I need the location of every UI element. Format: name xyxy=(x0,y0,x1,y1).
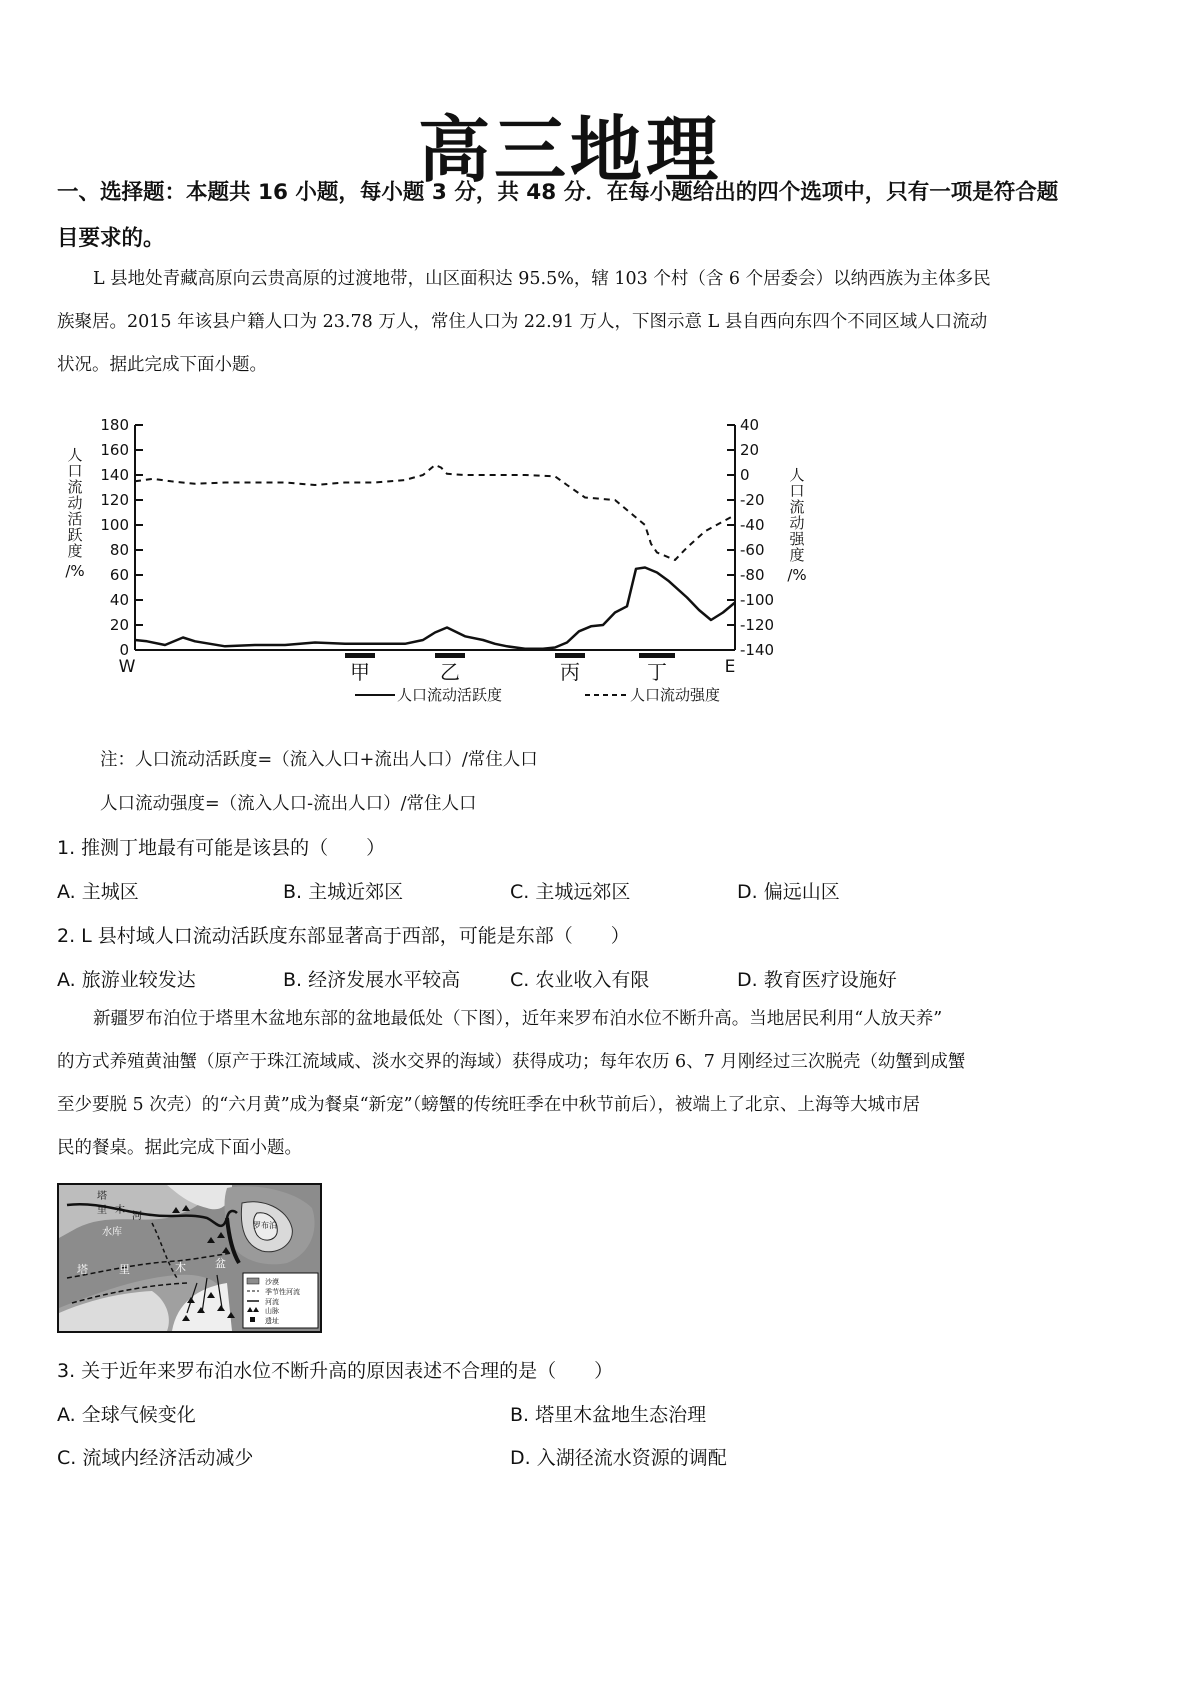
map-label-reservoir: 水库 xyxy=(102,1227,122,1238)
left-tick-label: 60 xyxy=(109,566,129,584)
right-axis-title: 度 xyxy=(789,546,805,564)
map-legend-label: 遗址 xyxy=(265,1317,279,1325)
right-axis-title: 口 xyxy=(789,482,805,500)
map-legend-label: 河流 xyxy=(265,1298,279,1306)
right-axis-title: 流 xyxy=(789,498,805,516)
region-label: 丙 xyxy=(560,660,580,684)
question-1-option-b[interactable]: B. 主城近郊区 xyxy=(283,881,404,903)
region-bar xyxy=(639,653,675,658)
passage-line: 民的餐桌。据此完成下面小题。 xyxy=(57,1138,302,1158)
left-axis-title: 人 xyxy=(67,446,83,464)
right-tick-label: -120 xyxy=(740,616,775,634)
question-2-option-b[interactable]: B. 经济发展水平较高 xyxy=(283,969,461,991)
region-bar xyxy=(555,653,585,658)
question-3-option-d[interactable]: D. 入湖径流水资源的调配 xyxy=(510,1447,727,1469)
map-label-basin: 盆 xyxy=(215,1257,226,1270)
right-tick-label: 0 xyxy=(740,466,750,484)
left-tick-label: 180 xyxy=(100,416,129,434)
population-flow-chart xyxy=(50,405,830,715)
note-line-2: 人口流动强度=（流入人口-流出人口）/常住人口 xyxy=(100,794,477,814)
left-tick-label: 160 xyxy=(100,441,129,459)
right-tick-label: -140 xyxy=(740,641,775,659)
passage-line: 新疆罗布泊位于塔里木盆地东部的盆地最低处（下图），近年来罗布泊水位不断升高。当地居民利用“人放天养” xyxy=(93,1009,943,1029)
region-label: 丁 xyxy=(647,660,667,684)
left-tick-label: 140 xyxy=(100,466,129,484)
left-axis-title: 口 xyxy=(67,462,83,480)
right-tick-label: 40 xyxy=(740,416,760,434)
question-2-stem: 2. L 县村域人口流动活跃度东部显著高于西部，可能是东部（ ） xyxy=(57,925,630,947)
left-tick-label: 40 xyxy=(109,591,129,609)
left-tick-label: 120 xyxy=(100,491,129,509)
right-tick-label: -20 xyxy=(740,491,765,509)
map-legend-label: 季节性河流 xyxy=(265,1288,300,1296)
question-1-option-d[interactable]: D. 偏远山区 xyxy=(737,881,840,903)
left-axis-title: 活 xyxy=(67,510,83,528)
left-axis-title: 动 xyxy=(67,494,83,512)
map-legend-label: 沙漠 xyxy=(265,1278,279,1286)
legend-label: 人口流动活跃度 xyxy=(397,686,503,704)
question-3-option-a[interactable]: A. 全球气候变化 xyxy=(57,1404,196,1426)
passage-line: L 县地处青藏高原向云贵高原的过渡地带，山区面积达 95.5%，辖 103 个村（含 6 个居委会）以纳西族为主体多民 xyxy=(93,269,991,289)
map-label-basin: 木 xyxy=(175,1261,186,1274)
passage-line: 至少要脱 5 次壳）的“六月黄”成为餐桌“新宠”（螃蟹的传统旺季在中秋节前后），被端上了北京、上海等大城市居 xyxy=(57,1095,921,1115)
right-tick-label: -100 xyxy=(740,591,775,609)
left-axis-title: /% xyxy=(65,562,85,580)
map-label-river: 里 xyxy=(97,1205,107,1216)
question-2-option-d[interactable]: D. 教育医疗设施好 xyxy=(737,969,897,991)
passage-line: 的方式养殖黄油蟹（原产于珠江流域咸、淡水交界的海域）获得成功；每年农历 6、7 月刚经过三次脱壳（幼蟹到成蟹 xyxy=(57,1052,966,1072)
question-2-option-a[interactable]: A. 旅游业较发达 xyxy=(57,969,196,991)
series-intensity-line xyxy=(135,465,735,560)
lop-nur-map xyxy=(57,1183,322,1333)
map-label-basin: 塔 xyxy=(77,1263,88,1276)
legend-label: 人口流动强度 xyxy=(630,686,721,704)
map-label-river: 河 xyxy=(132,1211,142,1222)
right-tick-label: 20 xyxy=(740,441,760,459)
map-label-river: 塔 xyxy=(97,1191,107,1202)
note-line-1: 注：人口流动活跃度=（流入人口+流出人口）/常住人口 xyxy=(100,750,538,770)
right-tick-label: -40 xyxy=(740,516,765,534)
region-bar xyxy=(435,653,465,658)
right-axis-title: /% xyxy=(787,566,807,584)
page-title: 高三地理 xyxy=(417,107,722,192)
map-label-lake: 罗布泊 xyxy=(253,1221,277,1230)
question-2-option-c[interactable]: C. 农业收入有限 xyxy=(510,969,650,991)
left-tick-label: 20 xyxy=(109,616,129,634)
map-legend-label: 山脉 xyxy=(265,1307,279,1315)
question-3-option-b[interactable]: B. 塔里木盆地生态治理 xyxy=(510,1404,707,1426)
x-end-label: E xyxy=(724,657,736,677)
left-tick-label: 80 xyxy=(109,541,129,559)
right-tick-label: -80 xyxy=(740,566,765,584)
left-axis-title: 跃 xyxy=(67,526,83,544)
left-axis-title: 度 xyxy=(67,542,83,560)
right-tick-label: -60 xyxy=(740,541,765,559)
section-heading-line: 目要求的。 xyxy=(57,226,165,251)
passage-1 xyxy=(57,258,1142,387)
region-label: 乙 xyxy=(440,660,460,684)
question-3-stem: 3. 关于近年来罗布泊水位不断升高的原因表述不合理的是（ ） xyxy=(57,1360,614,1382)
map-label-river: 木 xyxy=(115,1205,125,1216)
map-label-basin: 里 xyxy=(119,1263,130,1276)
question-1-option-c[interactable]: C. 主城远郊区 xyxy=(510,881,631,903)
left-tick-label: 0 xyxy=(119,641,129,659)
section-heading-line: 一、选择题：本题共 16 小题，每小题 3 分，共 48 分．在每小题给出的四个选项中，只有一项是符合题 xyxy=(57,180,1059,205)
right-axis-title: 动 xyxy=(789,514,805,532)
passage-line: 族聚居。2015 年该县户籍人口为 23.78 万人，常住人口为 22.91 万人，下图示意 L 县自西向东四个不同区域人口流动 xyxy=(57,312,988,332)
left-axis-title: 流 xyxy=(67,478,83,496)
region-bar xyxy=(345,653,375,658)
x-start-label: W xyxy=(118,657,136,677)
region-label: 甲 xyxy=(350,660,370,684)
question-3-option-c[interactable]: C. 流域内经济活动减少 xyxy=(57,1447,254,1469)
passage-line: 状况。据此完成下面小题。 xyxy=(57,355,267,375)
question-1-option-a[interactable]: A. 主城区 xyxy=(57,881,139,903)
right-axis-title: 强 xyxy=(789,530,805,548)
series-activity-line xyxy=(135,568,735,649)
right-axis-title: 人 xyxy=(789,466,805,484)
section-heading xyxy=(57,170,1147,262)
left-tick-label: 100 xyxy=(100,516,129,534)
passage-2 xyxy=(57,998,1142,1170)
question-1-stem: 1. 推测丁地最有可能是该县的（ ） xyxy=(57,837,386,859)
